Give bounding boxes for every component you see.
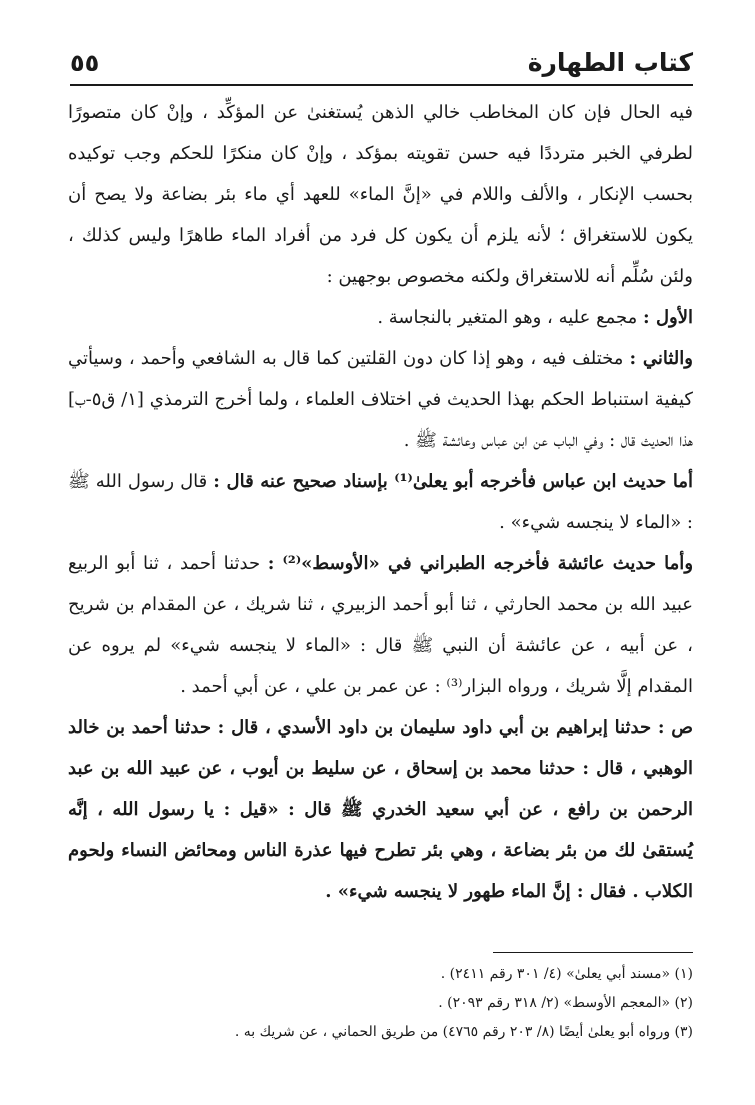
paragraph-lead: الأول : [643, 307, 693, 328]
paragraph-body: حدثنا إبراهيم بن أبي داود سليمان بن داود الأسدي ، قال : حدثنا أحمد بن خالد الوهبي ، قال : حدثنا محمد بن إسحاق ، عن سليط بن أيوب ، عن عبيد الله بن عبد الرحمن بن رافع ، عن أبي سعيد الخدري ﷺ قال : «قيل : يا رسول الله ، إنَّه يُستقىٰ لك من بئر بضاعة ، وهي بئر تطرح فيها عذرة الناس ومحائض النساء ولحوم الكلاب . فقال : إنَّ الماء طهور لا ينجسه شيء» . [68, 717, 693, 902]
paragraph-lead: أما حديث ابن عباس فأخرجه أبو يعلىٰ⁽¹⁾ بإسناد صحيح عنه قال : [213, 471, 693, 492]
paragraph-ibn-abbas [68, 461, 693, 543]
paragraph-aisha [68, 543, 693, 707]
paragraph-body: قال رسول الله ﷺ : «الماء لا ينجسه شيء» . [68, 471, 693, 533]
paragraph-body: فيه الحال فإن كان المخاطب خالي الذهن يُستغنىٰ عن المؤكِّد ، وإنْ كان متصورًا لطرفي الخبر مترددًا فيه حسن تقويته بمؤكد ، وإنْ كان منكرًا للحكم وجب توكيده بحسب الإنكار ، والألف واللام في «إنَّ الماء» للعهد أي ماء بئر بضاعة ولا يصح أن يكون للاستغراق ؛ لأنه يلزم أن يكون كل فرد من أفراد الماء طاهرًا وليس كذلك ، ولئن سُلِّم أنه للاستغراق ولكنه مخصوص بوجهين : [68, 102, 693, 287]
footnote-2: (٢) «المعجم الأوسط» (٢/ ٣١٨ رقم ٢٠٩٣) . [438, 995, 693, 1011]
footnotes [68, 960, 693, 1047]
paragraph-body: مجمع عليه ، وهو المتغير بالنجاسة . [377, 307, 644, 328]
footnote-divider [493, 952, 693, 953]
header-divider [70, 84, 693, 86]
paragraph-lead: ص : [657, 717, 693, 738]
paragraph-body: حدثنا أحمد ، ثنا أبو الربيع عبيد الله بن محمد الحارثي ، ثنا أبو أحمد الزبيري ، ثنا شريك ، عن المقدام بن شريح ، عن أبيه ، عن عائشة أن النبي ﷺ قال : «الماء لا ينجسه شيء» لم يروه عن المقدام إلَّا شريك ، ورواه البزار⁽³⁾ : عن عمر بن علي ، عن أبي أحمد . [68, 553, 693, 697]
main-text [68, 92, 693, 912]
footnote-1: (١) «مسند أبي يعلىٰ» (٤/ ٣٠١ رقم ٢٤١١) . [440, 966, 693, 982]
paragraph-first-case [68, 297, 693, 338]
paragraph-hadith-text [68, 707, 693, 912]
paragraph-lead: والثاني : [629, 348, 693, 369]
footnote-3: (٣) ورواه أبو يعلىٰ أيضًا (٨/ ٢٠٣ رقم ٤٧٦٥) من طريق الحماني ، عن شريك به . [234, 1024, 693, 1040]
paragraph-body: مختلف فيه ، وهو إذا كان دون القلتين كما قال به الشافعي وأحمد ، وسيأتي كيفية استنباط الحكم بهذا الحديث في اختلاف العلماء ، ولما أخرج الترمذي [١/ ق٥-ب] هذا الحديث قال : وفي الباب عن ابن عباس وعائشة ﷺ . [68, 348, 693, 451]
page-header [70, 34, 693, 78]
paragraph-intro [68, 92, 693, 297]
paragraph-lead: وأما حديث عائشة فأخرجه الطبراني في «الأوسط»⁽²⁾ : [267, 553, 694, 574]
paragraph-second-case [68, 338, 693, 461]
running-title: كتاب الطهارة [527, 48, 693, 77]
page-number: ٥٥ [70, 49, 100, 77]
